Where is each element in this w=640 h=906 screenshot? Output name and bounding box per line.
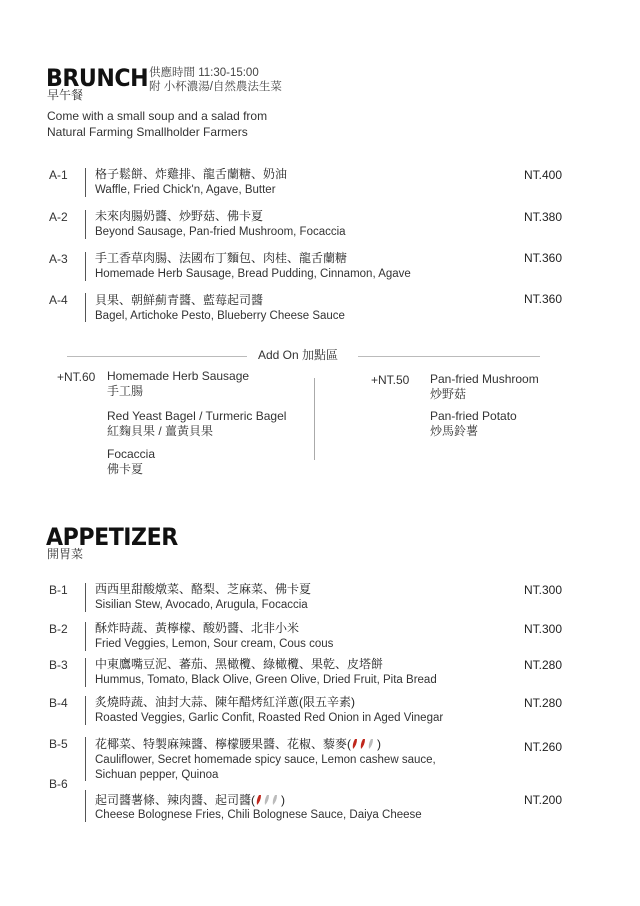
item-price: NT.360 [524, 292, 563, 306]
brunch-intro-1: Come with a small soup and a salad from [47, 109, 268, 123]
item-code: B-6 [49, 777, 68, 791]
addon-item-en: Red Yeast Bagel / Turmeric Bagel [107, 409, 287, 423]
item-name-zh: 花椰菜、特製麻辣醬、檸檬腰果醬、花椒、藜麥( [95, 737, 351, 751]
item-name-en-2: Sichuan pepper, Quinoa [95, 769, 219, 781]
addon-rule-right [358, 356, 540, 357]
addon-item-en: Homemade Herb Sausage [107, 369, 250, 383]
item-code: B-5 [49, 737, 68, 751]
item-divider [85, 696, 86, 725]
item-divider [85, 583, 86, 612]
addon-item-zh: 紅麴貝果 / 薑黃貝果 [107, 424, 214, 438]
item-name-en: Cauliflower, Secret homemade spicy sauce, Lemon cashew sauce, [95, 754, 436, 766]
item-divider [85, 658, 86, 687]
item-code: A-3 [49, 252, 68, 266]
item-code: B-2 [49, 622, 68, 636]
item-divider [85, 622, 86, 651]
appetizer-title: APPETIZER [46, 523, 178, 551]
item-price: NT.300 [524, 622, 563, 636]
item-price: NT.200 [524, 793, 563, 807]
item-code: A-2 [49, 210, 68, 224]
addon-item-zh: 炒野菇 [430, 387, 467, 401]
item-price: NT.360 [524, 251, 563, 265]
brunch-hours: 供應時間 11:30-15:00 [149, 67, 259, 79]
addon-left-price: +NT.60 [57, 370, 96, 384]
brunch-title: BRUNCH [46, 64, 149, 92]
item-divider [85, 168, 86, 197]
item-divider [85, 737, 86, 781]
addon-item-en: Pan-fried Potato [430, 409, 517, 423]
item-code: A-1 [49, 168, 68, 182]
item-name-zh: 炙燒時蔬、油封大蒜、陳年醋烤紅洋蔥(限五辛素) [95, 695, 355, 709]
addon-right-price: +NT.50 [371, 373, 410, 387]
addon-item-en: Pan-fried Mushroom [430, 372, 539, 386]
item-price: NT.280 [524, 696, 563, 710]
item-name-en: Roasted Veggies, Garlic Confit, Roasted Red Onion in Aged Vinegar [95, 712, 444, 724]
item-name-zh-close: ) [377, 737, 381, 751]
item-price: NT.260 [524, 740, 563, 754]
brunch-note: 附 小杯濃湯/自然農法生菜 [149, 81, 282, 93]
addon-item-zh: 佛卡夏 [107, 462, 144, 476]
item-divider [85, 293, 86, 322]
item-name-zh: 酥炸時蔬、黃檸檬、酸奶醬、北非小米 [95, 621, 300, 635]
item-code: B-1 [49, 583, 68, 597]
item-name-zh-close: ) [281, 793, 285, 807]
item-name-zh: 西西里甜酸燉菜、酪梨、芝麻菜、佛卡夏 [95, 582, 312, 596]
item-name-en: Sisilian Stew, Avocado, Arugula, Focaccia [95, 599, 308, 611]
brunch-subtitle: 早午餐 [47, 88, 84, 102]
item-name-zh: 未來肉腸奶醬、炒野菇、佛卡夏 [95, 209, 264, 223]
addon-item-en: Focaccia [107, 447, 156, 461]
item-name-en: Hummus, Tomato, Black Olive, Green Olive, Dried Fruit, Pita Bread [95, 674, 437, 686]
item-code: B-3 [49, 658, 68, 672]
brunch-intro-2: Natural Farming Smallholder Farmers [47, 125, 248, 139]
appetizer-subtitle: 開胃菜 [47, 547, 84, 561]
item-divider [85, 210, 86, 239]
item-price: NT.280 [524, 658, 563, 672]
item-name-en: Cheese Bolognese Fries, Chili Bolognese Sauce, Daiya Cheese [95, 809, 422, 821]
addon-item-zh: 炒馬鈴薯 [430, 424, 479, 438]
addon-title: Add On 加點區 [258, 348, 339, 362]
item-name-en: Beyond Sausage, Pan-fried Mushroom, Focaccia [95, 226, 346, 238]
addon-rule-left [67, 356, 247, 357]
item-divider [85, 252, 86, 281]
item-name-zh: 中東鷹嘴豆泥、蕃茄、黑橄欖、綠橄欖、果乾、皮塔餅 [95, 657, 384, 671]
item-price: NT.380 [524, 210, 563, 224]
item-price: NT.300 [524, 583, 563, 597]
item-price: NT.400 [524, 168, 563, 182]
item-name-zh: 貝果、朝鮮薊青醬、藍莓起司醬 [95, 293, 264, 307]
item-divider [85, 790, 86, 822]
item-name-zh: 格子鬆餅、炸雞排、龍舌蘭糖、奶油 [95, 167, 288, 181]
item-name-zh: 起司醬薯條、辣肉醬、起司醬( [95, 793, 255, 807]
item-code: A-4 [49, 293, 68, 307]
item-name-en: Waffle, Fried Chick'n, Agave, Butter [95, 184, 276, 196]
item-name-en: Homemade Herb Sausage, Bread Pudding, Cinnamon, Agave [95, 268, 411, 280]
addon-divider [314, 378, 315, 460]
item-name-zh: 手工香草肉腸、法國布丁麵包、肉桂、龍舌蘭糖 [95, 251, 348, 265]
item-name-en: Fried Veggies, Lemon, Sour cream, Cous cous [95, 638, 334, 650]
item-name-en: Bagel, Artichoke Pesto, Blueberry Cheese Sauce [95, 310, 345, 322]
item-code: B-4 [49, 696, 68, 710]
addon-item-zh: 手工腸 [107, 384, 144, 398]
